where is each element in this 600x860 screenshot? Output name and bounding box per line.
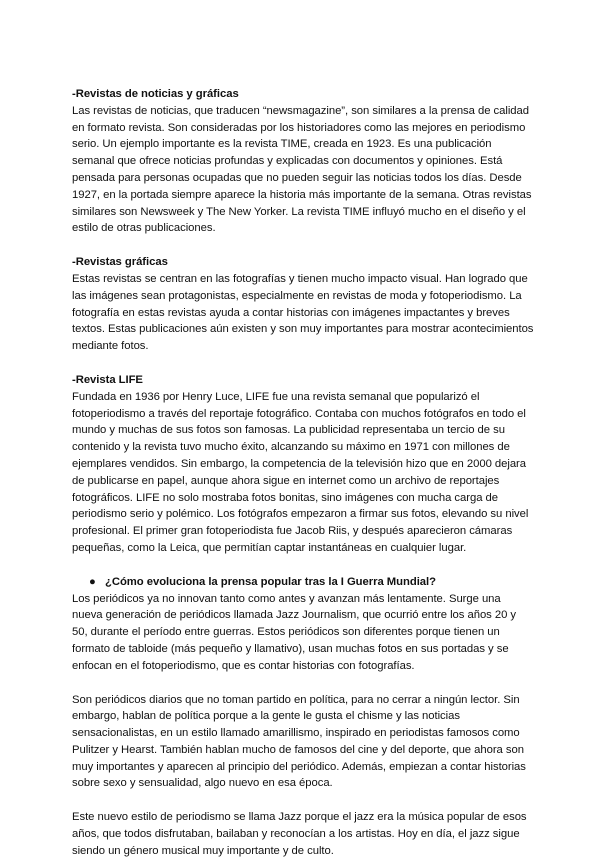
section-paragraph: Fundada en 1936 por Henry Luce, LIFE fue una revista semanal que popularizó el fotoperiodismo a través del reportaje fotográfico. Contaba con muchos fotógrafos en todo el mundo y muchas de sus fotos son famosas. La publicidad representaba un tercio de su contenido y la revista tuvo mucho éxito, alcanzando su máximo en 1971 con millones de ejemplares vendidos. Sin embargo, la competencia de la televisión hizo que en 2000 dejara de publicarse en papel, aunque ahora sigue en internet como un archivo de reportajes fotográficos. LIFE no solo mostraba fotos bonitas, sino imágenes con mucha carga de periodismo serio y polémico. Los fotógrafos empezaron a firmar sus fotos, elevando su nivel profesional. El primer gran fotoperiodista fue Jacob Riis, y después aparecieron cámaras pequeñas, como la Leica, que permitían captar instantáneas en cualquier lugar.	[72, 390, 529, 554]
section-paragraph: Son periódicos diarios que no toman partido en política, para no cerrar a ningún lector. Sin embargo, hablan de política porque a la gente le gusta el chisme y las noticias sensacionalistas, en un estilo llamado amarillismo, inspirado en periodistas famosos como Pulitzer y Hearst. También hablan mucho de famosos del cine y del deporte, que ahora son muy importantes y aparecen al principio del periódico. Además, empiezan a contar historias sobre sexo y sensualidad, algo nuevo en esa época.	[72, 693, 526, 790]
section-revista-life	[72, 372, 534, 557]
section-paragraph: Estas revistas se centran en las fotografías y tienen mucho impacto visual. Han logrado que las imágenes sean protagonistas, especialmente en revistas de moda y fotoperiodismo. La fotografía en estas revistas ayuda a contar historias con imágenes impactantes y breves textos. Estas publicaciones aún existen y son muy importantes para mostrar acontecimientos mediante fotos.	[72, 272, 534, 353]
section-revistas-noticias	[72, 86, 534, 237]
section-paragraph: Los periódicos ya no innovan tanto como antes y avanzan más lentamente. Surge una nueva generación de periódicos llamada Jazz Journalism, que ocurrió entre los años 20 y 50, durante el período entre guerras. Estos periódicos son diferentes porque tienen un formato de tabloide (más pequeño y llamativo), usan muchas fotos en sus portadas y se enfocan en el fotoperiodismo, que es contar historias con fotografías.	[72, 592, 517, 672]
section-heading: -Revistas gráficas	[72, 256, 168, 269]
bullet-heading-text: ¿Cómo evoluciona la prensa popular tras la I Guerra Mundial?	[105, 575, 436, 588]
section-heading: -Revista LIFE	[72, 373, 143, 386]
section-paragraph: Este nuevo estilo de periodismo se llama Jazz porque el jazz era la música popular de esos años, que todos disfrutaban, bailaban y reconocían a los artistas. Hoy en día, el jazz sigue siendo un género musical muy importante y de culto.	[72, 811, 527, 857]
section-heading: -Revistas de noticias y gráficas	[72, 88, 239, 100]
section-prensa-popular	[72, 574, 534, 860]
section-revistas-graficas	[72, 254, 534, 355]
bullet-heading	[72, 574, 534, 591]
bullet-icon: ●	[89, 575, 96, 588]
document-body	[72, 86, 534, 860]
section-paragraph: Las revistas de noticias, que traducen “newsmagazine”, son similares a la prensa de calidad en formato revista. Son consideradas por los historiadores como las mejores en periodismo serio. Un ejemplo importante es la revista TIME, creada en 1923. Es una publicación semanal que ofrece noticias profundas y explicadas con documentos y opiniones. Está pensada para personas ocupadas que no pueden seguir las noticias todos los días. Desde 1927, en la portada siempre aparece la historia más importante de la semana. Otras revistas similares son Newsweek y The New Yorker. La revista TIME influyó mucho en el diseño y el estilo de otras publicaciones.	[72, 104, 532, 235]
